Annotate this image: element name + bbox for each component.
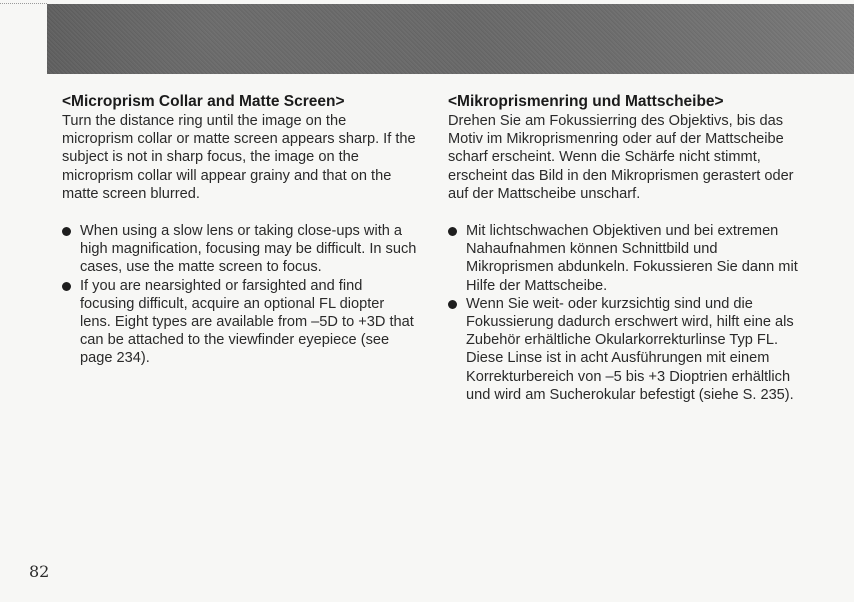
german-paragraph: Drehen Sie am Fokussierring des Objektivs, bis das Motiv im Mikroprismenring oder auf der Mattscheibe scharf erscheint. Wenn die Schärfe nicht stimmt, erscheint das Bild in den Mikroprismen gerastert oder auf der Mattscheibe unscharf. (448, 113, 794, 202)
german-bullet-list (448, 222, 808, 404)
bullet-icon (62, 227, 71, 236)
bullet-text: When using a slow lens or taking close-ups with a high magnification, focusing may be difficult. In such cases, use the matte screen to focus. (80, 223, 417, 276)
bullet-text: Mit lichtschwachen Objektiven und bei extremen Nahaufnahmen können Schnittbild und Mikroprismen abdunkeln. Fokussieren Sie dann mit Hilfe der Mattscheibe. (466, 223, 798, 294)
header-band (47, 4, 854, 74)
bullet-icon (448, 227, 457, 236)
list-item (448, 295, 808, 404)
english-column (62, 92, 418, 368)
bullet-icon (448, 300, 457, 309)
list-item (62, 277, 418, 368)
german-heading: <Mikroprismenring und Mattscheibe> (448, 93, 724, 110)
bullet-icon (62, 282, 71, 291)
bullet-text: If you are nearsighted or farsighted and find focusing difficult, acquire an optional FL diopter lens. Eight types are available from –5D to +3D that can be attached to the viewfinder eyepiece (see page 234). (80, 277, 414, 367)
english-paragraph: Turn the distance ring until the image on the microprism collar or matte screen appears sharp. If the subject is not in sharp focus, the image on the microprism collar will appear grainy and that on the matte screen blurred. (62, 113, 416, 202)
list-item (448, 222, 808, 295)
bullet-text: Wenn Sie weit- oder kurzsichtig sind und die Fokussierung dadurch erschwert wird, hilft eine als Zubehör erhältliche Okularkorrekturlinse Typ FL. Diese Linse ist in acht Ausführungen mit einem Korrekturbereich von –5 bis +3 Dioptrien erhältlich und wird am Sucherokular befestigt (siehe S. 235). (466, 295, 794, 403)
list-item (62, 222, 418, 277)
page-number: 82 (29, 562, 50, 581)
english-bullet-list (62, 222, 418, 368)
english-heading: <Microprism Collar and Matte Screen> (62, 93, 345, 110)
german-column (448, 92, 808, 404)
top-rule (0, 3, 47, 5)
